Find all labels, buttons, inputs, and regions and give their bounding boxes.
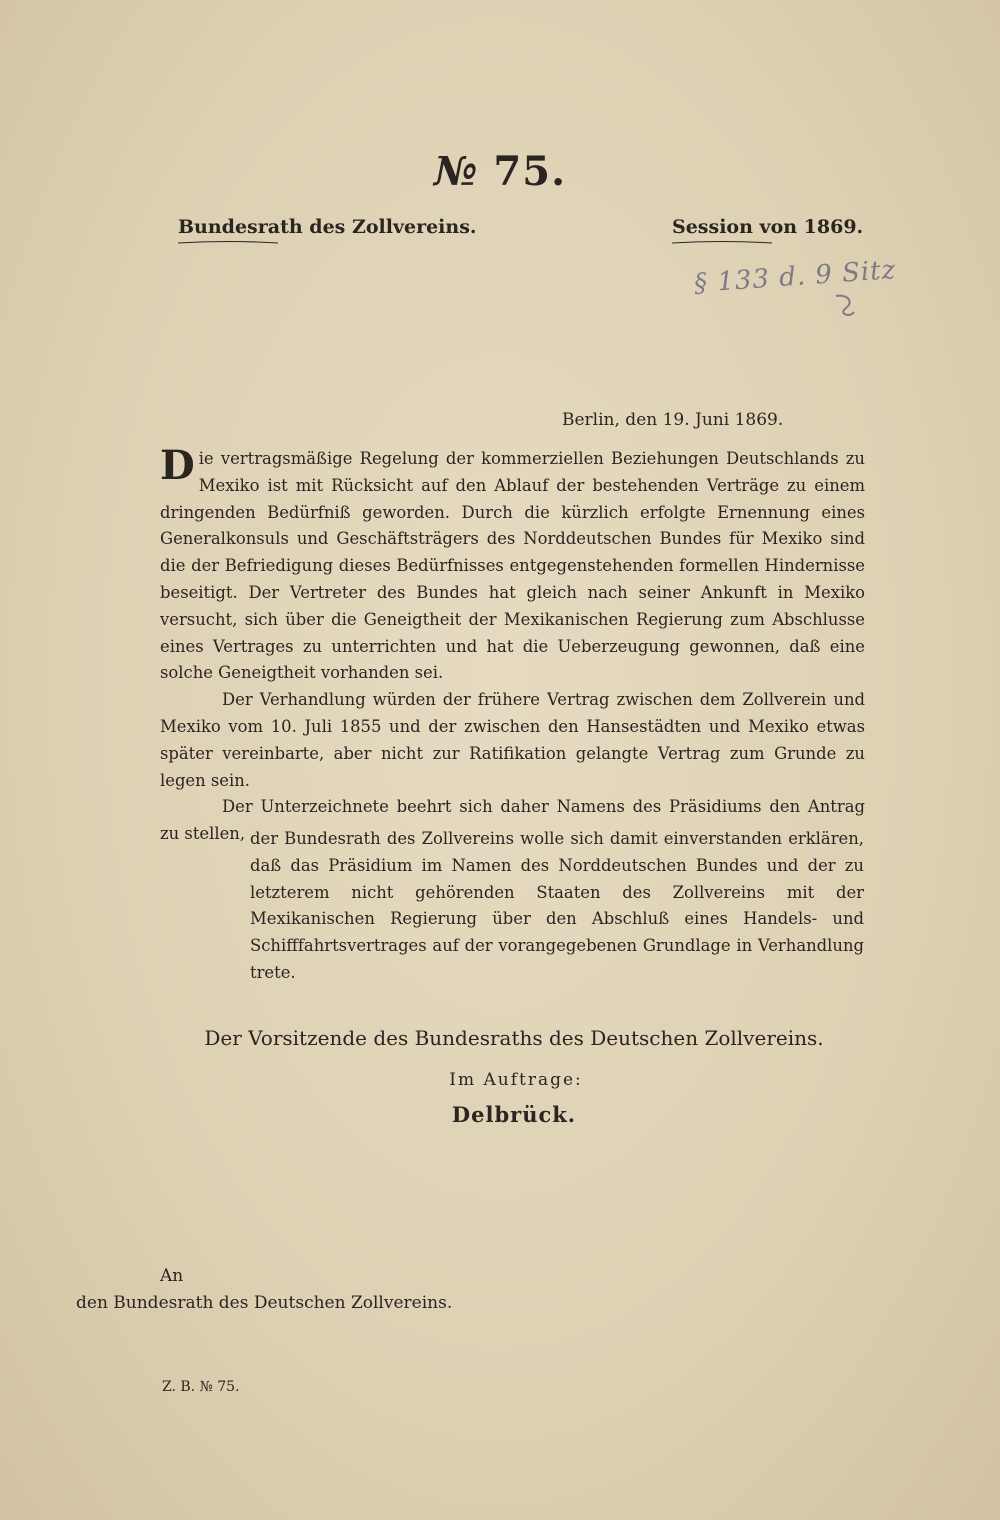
session-heading xyxy=(672,216,863,238)
drop-cap: D xyxy=(160,442,195,489)
letter-body xyxy=(160,442,865,848)
handwritten-flourish xyxy=(828,292,858,320)
by-order-line: Im Auftrage: xyxy=(449,1070,583,1090)
chairman-line: Der Vorsitzende des Bundesraths des Deutschen Zollvereins. xyxy=(204,1026,824,1050)
address-to: An xyxy=(160,1266,184,1286)
address-recipient: den Bundesrath des Deutschen Zollvereins. xyxy=(76,1293,453,1313)
footer-reference: Z. B. № 75. xyxy=(162,1379,240,1395)
paragraph-1 xyxy=(160,442,865,687)
paragraph-2: Der Verhandlung würden der frühere Vertrag zwischen dem Zollverein und Mexiko vom 10. Juli 1855 und der zwischen den Hansestädten und Mexiko etwas später vereinbarte, aber nicht zur Ratifikation gelangte Vertrag zum Grunde zu legen sein. xyxy=(160,690,865,790)
session-heading-text: Session von 1869. xyxy=(672,216,864,238)
council-heading-text: Bundesrath des Zollvereins. xyxy=(178,216,477,238)
heading-rule-right xyxy=(672,240,772,246)
paragraph-3: Der Unterzeichnete beehrt sich daher Namens des Präsidiums den Antrag zu stellen, xyxy=(160,797,865,844)
document-number xyxy=(0,148,1000,195)
signatory-name: Delbrück. xyxy=(451,1102,577,1127)
handwritten-archive-note: § 133 d. 9 Sitz xyxy=(693,254,898,300)
number-value: 75. xyxy=(493,148,566,195)
council-heading xyxy=(178,216,477,238)
motion-text: der Bundesrath des Zollvereins wolle sich damit einverstanden erklären, daß das Präsidium im Namen des Norddeutschen Bundes und der zu letzterem nicht gehörenden Staaten des Zollvereins mit der Mexikanischen Regierung über den Abschluß eines Handels- und Schifffahrtsvertrages auf der vorangegebenen Grundlage in Verhandlung trete. xyxy=(250,829,864,982)
number-sign: № xyxy=(433,148,479,195)
paragraph-1-text: ie vertragsmäßige Regelung der kommerziellen Beziehungen Deutschlands zu Mexiko ist mit Rücksicht auf den Ablauf der bestehenden Verträge zu einem dringenden Bedürfniß geworden. Durch die kürzlich erfolgte Ernennung eines Generalkonsuls und Geschäftsträgers des Norddeutschen Bundes für Mexiko sind die der Befriedigung dieses Bedürfnisses entgegenstehenden formellen Hindernisse beseitigt. Der Vertreter des Bundes hat gleich nach seiner Ankunft in Mexiko versucht, sich über die Geneigtheit der Mexikanischen Regierung zum Abschlusse eines Vertrages zu unterrichten und hat die Ueberzeugung gewonnen, daß eine solche Geneigtheit vorhanden sei. xyxy=(160,449,865,683)
letter-date: Berlin, den 19. Juni 1869. xyxy=(562,410,784,430)
heading-rule-left xyxy=(178,240,278,246)
